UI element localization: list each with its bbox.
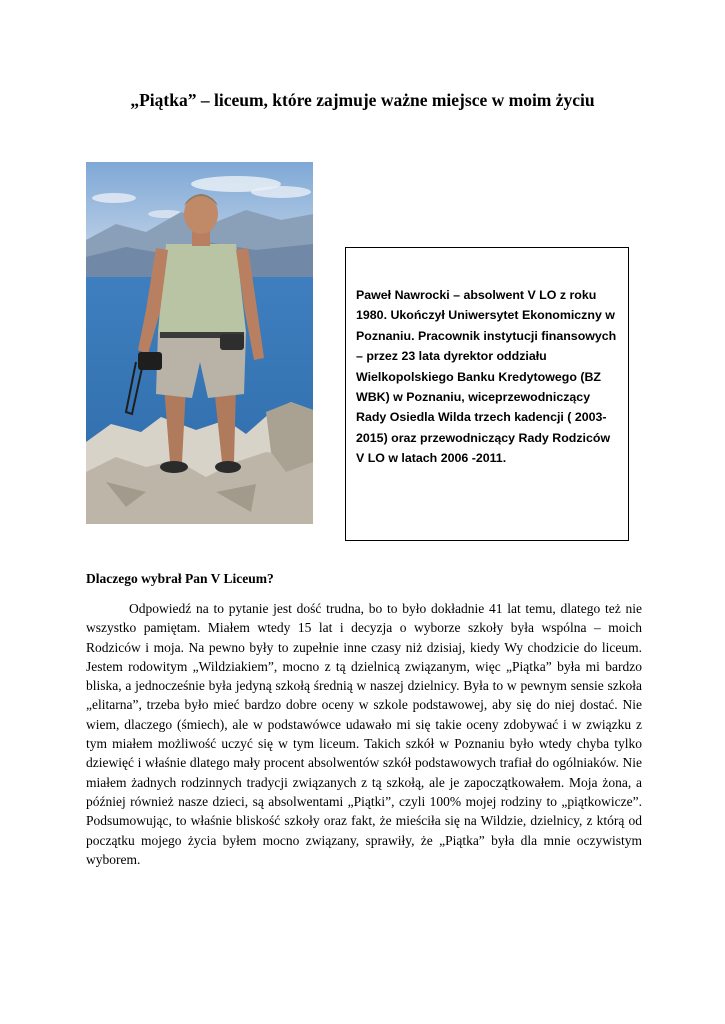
bio-box [345, 247, 629, 541]
interview-question: Dlaczego wybrał Pan V Liceum? [86, 571, 274, 586]
interview-answer: Odpowiedź na to pytanie jest dość trudna, bo to było dokładnie 41 lat temu, dlatego też nie wszystko pamiętam. Miałem wtedy 15 lat i decyzja o wyborze szkoły była wspólna – moich Rodziców i moja. Na pewno były to zupełnie inne czasy niż dzisiaj, kiedy Wy chodzicie do liceum. Jestem rodowitym „Wildziakiem”, mocno z tą dzielnicą związanym, więc „Piątka” była mi bardzo bliska, a jednocześnie była jedyną szkołą średnią w naszej dzielnicy. Była to w pewnym sensie szkoła „elitarna”, trzeba było mieć bardzo dobre oceny w szkole podstawowej, aby się do niej dostać. Nie wiem, dlaczego (śmiech), ale w podstawówce udawało mi się takie oceny zdobywać i w związku z tym miałem możliwość uczyć się w tym liceum. Takich szkół w Poznaniu było wtedy chyba tylko dziewięć i właśnie dlatego mały procent absolwentów szkół podstawowych trafiał do ogólniaków. Nie miałem żadnych rodzinnych tradycji związanych z tą szkołą, ale je zapoczątkowałem. Moja żona, a później również nasze dzieci, są absolwentami „Piątki”, czyli 100% mojej rodziny to „piątkowicze”. Podsumowując, to właśnie bliskość szkoły oraz fakt, że mieściła się na Wildzie, dzielnicy, z którą od początku mojego życia byłem mocno związany, sprawiły, że „Piątka” była dla mnie oczywistym wyborem. [86, 601, 642, 867]
page-title: „Piątka” – liceum, które zajmuje ważne miejsce w moim życiu [130, 90, 595, 110]
bio-text: Paweł Nawrocki – absolwent V LO z roku 1980. Ukończył Uniwersytet Ekonomiczny w Poznaniu. Pracownik instytucji finansowych – przez 23 lata dyrektor oddziału Wielkopolskiego Banku Kredytowego (BZ WBK) w Poznaniu, wiceprzewodniczący Rady Osiedla Wilda trzech kadencji ( 2003- 2015) oraz przewodniczący Rady Rodziców V LO w latach 2006 -2011. [356, 288, 617, 466]
portrait-photo [86, 162, 313, 524]
portrait-photo-graphic [86, 162, 313, 524]
